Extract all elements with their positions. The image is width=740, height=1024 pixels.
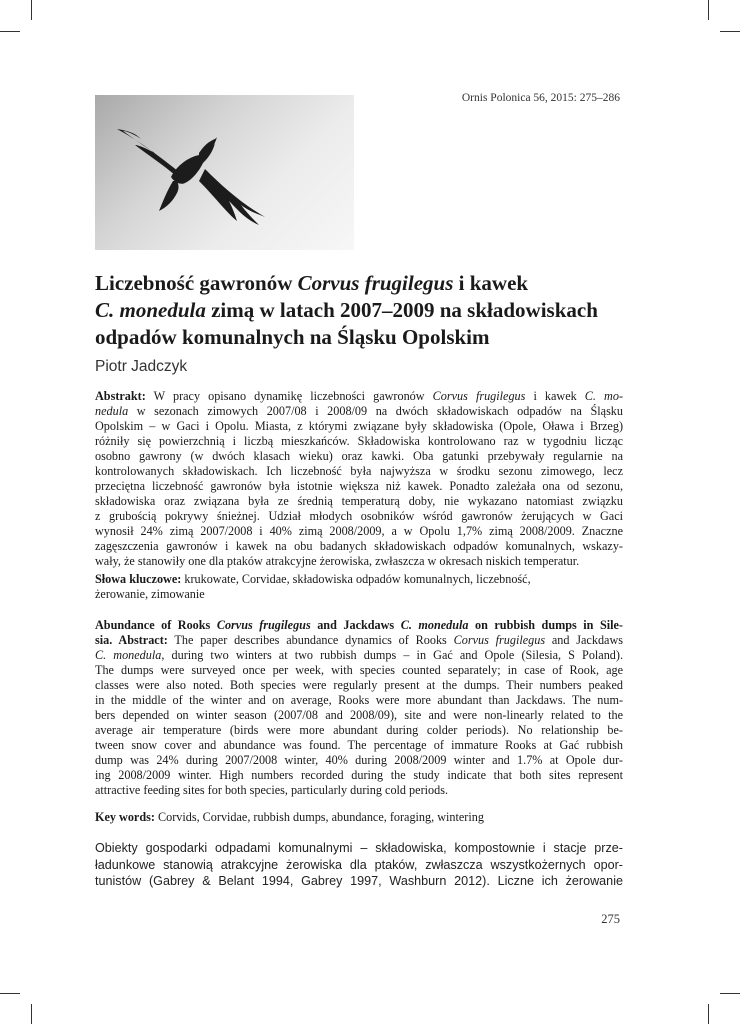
abstract-line [95, 389, 623, 404]
keywords-label: Key words: [95, 810, 155, 824]
abstract-line: ing 2008/2009 winter. High numbers recorded during the study indicate that both sites represent [95, 768, 623, 782]
crop-mark [0, 31, 20, 32]
abstract-line: tween snow cover and abundance was found. The percentage of immature Rooks at Gać rubbish [95, 738, 623, 752]
abstract-line [95, 404, 623, 419]
crop-mark [720, 993, 740, 994]
title-line [95, 297, 635, 324]
abstract-line: The dumps were surveyed once per week, with species counted separately; in case of Rook, age [95, 663, 623, 677]
crop-mark [708, 0, 709, 20]
abstract-line: Opolskim – w Gaci i Opolu. Miasta, z którymi związane były składowiska (Opole, Oława i Brzeg) [95, 419, 623, 433]
title-species-latin: Corvus frugilegus [297, 271, 454, 295]
abstract-text: nedula [95, 404, 129, 418]
abstract-text: C. mo- [584, 389, 623, 403]
abstract-line: dump was 24% during 2007/2008 winter, 40% during 2008/2009 winter and 1.7% at Opole dur- [95, 753, 623, 767]
english-title-latin: C. monedula [400, 618, 469, 632]
abstract-line: z grubością pokrywy śnieżnej. Udział młodych osobników wśród gawronów żerujących w Gaci [95, 509, 623, 523]
abstract-line: attractive feeding sites for both species, particularly during cold periods. [95, 783, 448, 797]
intro-line: tunistów (Gabrey & Belant 1994, Gabrey 1997, Washburn 2012). Liczne ich żerowanie [95, 874, 623, 889]
abstract-line: wały, że stanowiły one dla ptaków atrakcyjne żerowiska, zwłaszcza w okresach niskich temperatur. [95, 554, 580, 568]
english-title-text: sia. [95, 633, 119, 647]
abstract-line: wynosił 24% zimą 2007/2008 i 40% zimą 2008/2009, a w Opolu 1,7% zimą 2008/2009. Znaczne [95, 524, 623, 538]
title-text: Liczebność gawronów [95, 271, 298, 295]
abstract-line: in the middle of the winter and on average, Rooks were more abundant than Jackdaws. The num- [95, 693, 623, 707]
abstract-line: różniły się powierzchnią i liczbą mieszkańców. Składowiska kontrolowano raz w tygodniu licząc [95, 434, 623, 448]
title-text: i kawek [453, 271, 529, 295]
abstract-line: składowiska oraz związana była ze średnią temperaturą doby, nie wykazano natomiast związku [95, 494, 623, 508]
title-line [95, 270, 635, 297]
crop-mark [720, 31, 740, 32]
abstract-text: The paper describes abundance dynamics of Rooks [167, 633, 454, 647]
title-species-latin: C. monedula [95, 298, 206, 322]
abstract-text: i kawek [525, 389, 585, 403]
abstract-text: Corvus frugilegus [453, 633, 546, 647]
intro-line: Obiekty gospodarki odpadami komunalnymi – składowiska, kompostownie i stacje prze- [95, 841, 623, 855]
journal-reference: Ornis Polonica 56, 2015: 275–286 [461, 92, 620, 104]
page-number: 275 [601, 912, 620, 926]
title-text: zimą w latach 2007–2009 na składowiskach [205, 298, 598, 322]
english-title-text: and Jackdaws [310, 618, 401, 632]
abstract-text: w sezonach zimowych 2007/08 i 2008/09 na dwóch składowiskach odpadów na Śląsku [128, 404, 623, 418]
keywords-line [95, 572, 623, 587]
flying-rook-illustration [95, 95, 354, 250]
abstract-line [95, 633, 623, 648]
keywords-polish [95, 572, 623, 602]
keywords-line [95, 810, 623, 825]
crop-mark [708, 1004, 709, 1024]
keywords-line: żerowanie, zimowanie [95, 587, 205, 601]
abstract-label: Abstract: [118, 633, 168, 647]
article-title [95, 270, 635, 351]
abstract-line: zagęszczenia gawronów i kawek na obu badanych składowiskach odpadów komunalnych, wskazy- [95, 539, 623, 553]
crop-mark [31, 1004, 32, 1024]
title-line: odpadów komunalnych na Śląsku Opolskim [95, 325, 490, 349]
abstract-text: Corvus frugilegus [432, 389, 526, 403]
abstract-label: Abstrakt: [95, 389, 146, 403]
crop-mark [31, 0, 32, 20]
introduction-paragraph [95, 840, 623, 890]
abstract-line: kontrolowanych składowiskach. Ich liczebność była najwyższa w środku sezonu zimowego, lecz [95, 464, 623, 478]
abstract-line: bers depended on winter season (2007/08 and 2008/09), site and were non-linearly related to the [95, 708, 623, 722]
abstract-line [95, 648, 623, 663]
keywords-label: Słowa kluczowe: [95, 572, 182, 586]
abstract-line: przeciętna liczebność gawronów była istotnie większa niż kawek. Ponadto zależała ona od sezonu, [95, 479, 623, 493]
keywords-english [95, 810, 623, 825]
intro-line: ładunkowe stanowią atrakcyjne żerowiska dla ptaków, zwłaszcza wszystkożernych opor- [95, 857, 623, 872]
abstract-line: osobno gawrony (w dwóch klasach wieku) oraz kawki. Oba gatunki przebywały regularnie na [95, 449, 623, 463]
rook-photo [95, 95, 354, 250]
author-name: Piotr Jadczyk [95, 358, 188, 375]
crop-mark [0, 993, 20, 994]
abstract-text: and Jackdaws [545, 633, 623, 647]
english-title-text: Abundance of Rooks [95, 618, 217, 632]
abstract-text: C. monedula [95, 648, 162, 662]
abstract-line [95, 618, 623, 633]
keywords-text: krukowate, Corvidae, składowiska odpadów komunalnych, liczebność, [181, 572, 531, 586]
keywords-text: Corvids, Corvidae, rubbish dumps, abundance, foraging, wintering [154, 810, 484, 824]
abstract-english [95, 618, 623, 798]
abstract-line: average air temperature (birds were more abundant during colder periods). No relationship be- [95, 723, 623, 737]
abstract-line: classes were also noted. Both species were regularly present at the dumps. Their numbers peaked [95, 678, 623, 692]
abstract-text: , during two winters at two rubbish dumps – in Gać and Opole (Silesia, S Poland). [161, 648, 623, 662]
abstract-text: W pracy opisano dynamikę liczebności gawronów [145, 389, 433, 403]
english-title-text: on rubbish dumps in Sile- [468, 618, 623, 632]
english-title-latin: Corvus frugilegus [216, 618, 311, 632]
abstract-polish [95, 389, 623, 569]
